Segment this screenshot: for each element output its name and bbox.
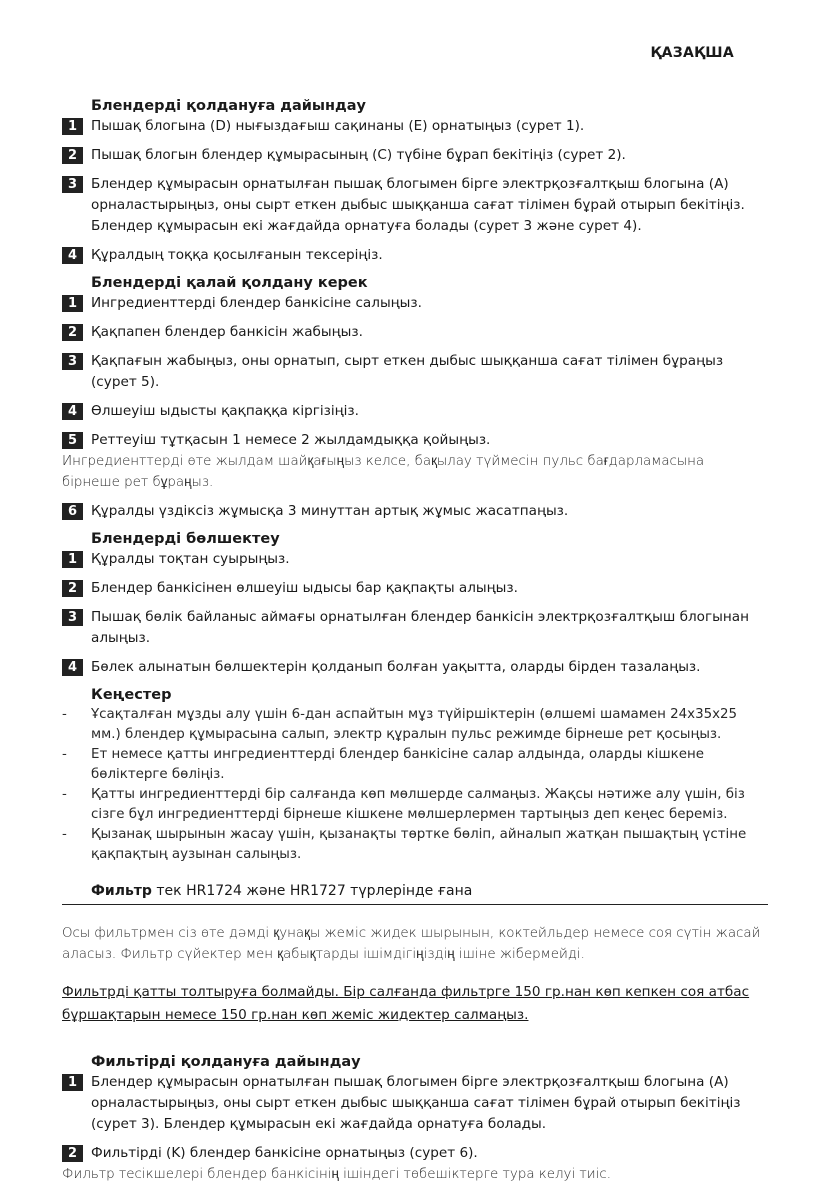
use-note: Ингредиенттерді өте жылдам шайқағыңыз келсе, бақылау түймесін пульс бағдарламасына бірнеше рет бұраңыз. [62,454,705,490]
step-text: Пышақ блогына (D) нығыздағыш сақинаны (E) орнатыңыз (сурет 1). [91,118,585,134]
section-title-disassemble: Блендерді бөлшектеу [91,531,280,547]
language-label: ҚАЗАҚША [650,45,734,61]
step-text: Құралды үздіксіз жұмысқа 3 минуттан артық жұмыс жасатпаңыз. [91,503,569,519]
step-number: 1 [62,295,83,312]
step-text: Қақпапен блендер банкісін жабыңыз. [91,324,363,340]
step-number: 3 [62,353,83,370]
step-number: 1 [62,1074,83,1091]
dash-bullet: - [62,747,67,762]
step-number: 2 [62,324,83,341]
disassemble-step-4 [62,657,762,678]
step-number: 2 [62,147,83,164]
tip-item [62,705,762,745]
tip-item [62,825,762,865]
step-text: Пышақ блогын блендер құмырасының (C) түбіне бұрап бекітіңіз (сурет 2). [91,147,626,163]
step-number: 1 [62,551,83,568]
filter-prep-step-1 [62,1072,762,1135]
section-title-prep: Блендерді қолдануға дайындау [91,98,367,114]
section-title-tips: Кеңестер [91,687,172,703]
step-text: Құралды тоқтан суырыңыз. [91,551,290,567]
use-step-2 [62,322,762,343]
step-number: 6 [62,503,83,520]
filter-intro: Осы фильтрмен сіз өте дәмді қунақы жеміс жидек шырынын, коктейльдер немесе соя сүтін жасай аласыз. Фильтр сүйектер мен қабықтарды ішімдігіңіздің ішіне жібермейді. [62,926,761,962]
filter-warning-text: Фильтрді қатты толтыруға болмайды. Бір салғанда фильтрге 150 гр.нан көп кепкен соя атбас бұршақтарын немесе 150 гр.нан көп жеміс жидектер салмаңыз. [62,984,750,1023]
dash-bullet: - [62,827,67,842]
step-number: 4 [62,247,83,264]
use-step-5 [62,430,762,451]
step-number: 4 [62,659,83,676]
prep-step-3 [62,174,762,237]
step-text: Реттеуіш тұтқасын 1 немесе 2 жылдамдыққа қойыңыз. [91,432,491,448]
step-text: Қақпағын жабыңыз, оны орнатып, сырт еткен дыбыс шыққанша сағат тілімен бұраңыз (сурет 5). [91,353,724,390]
disassemble-step-3 [62,607,762,649]
filter-title-rest: тек HR1724 және HR1727 түрлерінде ғана [151,883,473,899]
step-number: 4 [62,403,83,420]
prep-step-4 [62,245,762,266]
step-number: 2 [62,1145,83,1162]
tip-text: Қызанақ шырынын жасау үшін, қызанақты төртке бөліп, айналып жатқан пышақтың үстіне қақпақтың аузынан салыңыз. [91,827,747,862]
step-number: 5 [62,432,83,449]
dash-bullet: - [62,787,67,802]
filter-title-bold: Фильтр [91,883,152,899]
step-number: 3 [62,609,83,626]
step-text: Блендер құмырасын орнатылған пышақ блогымен бірге электрқозғалтқыш блогына (A) орналастырыңыз, оны сырт еткен дыбыс шыққанша сағат тілімен бұрай отырып бекітіңіз (сурет 3). Блендер құмырасын екі жағдайда орнатуға болады. [91,1074,741,1132]
step-text: Пышақ бөлік байланыс аймағы орнатылған блендер банкісін электрқозғалтқыш блогынан алыңыз. [91,609,749,646]
step-text: Фильтірді (K) блендер банкісіне орнатыңыз (сурет 6). [91,1145,478,1161]
tips-list [62,705,762,865]
use-step-1 [62,293,762,314]
filter-warning [62,981,762,1027]
prep-step-2 [62,145,762,166]
step-number: 2 [62,580,83,597]
step-text: Блендер банкісінен өлшеуіш ыдысы бар қақпақты алыңыз. [91,580,518,596]
step-text: Өлшеуіш ыдысты қақпаққа кіргізіңіз. [91,403,359,419]
prep-step-1 [62,116,762,137]
step-text: Блендер құмырасын орнатылған пышақ блогымен бірге электрқозғалтқыш блогына (A) орналастырыңыз, оны сырт еткен дыбыс шыққанша сағат тілімен бұрай отырып бекітіңіз. Блендер құмырасын екі жағдайда орнатуға болады (сурет 3 және сурет 4). [91,176,745,234]
tip-item [62,785,762,825]
step-text: Ингредиенттерді блендер банкісіне салыңыз. [91,295,422,311]
tip-text: Ет немесе қатты ингредиенттерді блендер банкісіне салар алдында, оларды кішкене бөліктерге бөліңіз. [91,747,704,782]
filter-prep-note: Фильтр тесікшелері блендер банкісінің ішіндегі төбешіктерге тура келуі тиіс. [62,1167,611,1182]
disassemble-step-2 [62,578,762,599]
dash-bullet: - [62,707,67,722]
section-divider [62,904,768,905]
step-text: Бөлек алынатын бөлшектерін қолданып болған уақытта, оларды бірден тазалаңыз. [91,659,701,675]
filter-heading [91,881,762,901]
section-title-use: Блендерді қалай қолдану керек [91,275,368,291]
step-number: 1 [62,118,83,135]
use-step-6 [62,501,762,522]
step-number: 3 [62,176,83,193]
tip-text: Ұсақталған мұзды алу үшін 6-дан аспайтын мұз түйіршіктерін (өлшемі шамамен 24x35x25 мм.) блендер құмырасына салып, электр құралын пульс режимде бірнеше рет қосыңыз. [91,707,738,742]
use-step-4 [62,401,762,422]
tip-text: Қатты ингредиенттерді бір салғанда көп мөлшерде салмаңыз. Жақсы нәтиже алу үшін, біз сізге бұл ингредиенттерді бірнеше кішкене мөлшерлермен тартыңыз деп кеңес береміз. [91,787,745,822]
step-text: Құралдың тоққа қосылғанын тексеріңіз. [91,247,383,263]
disassemble-step-1 [62,549,762,570]
manual-content [62,97,762,1193]
filter-prep-step-2 [62,1143,762,1164]
use-step-3 [62,351,762,393]
section-title-filter-prep: Фильтірді қолдануға дайындау [91,1054,361,1070]
tip-item [62,745,762,785]
